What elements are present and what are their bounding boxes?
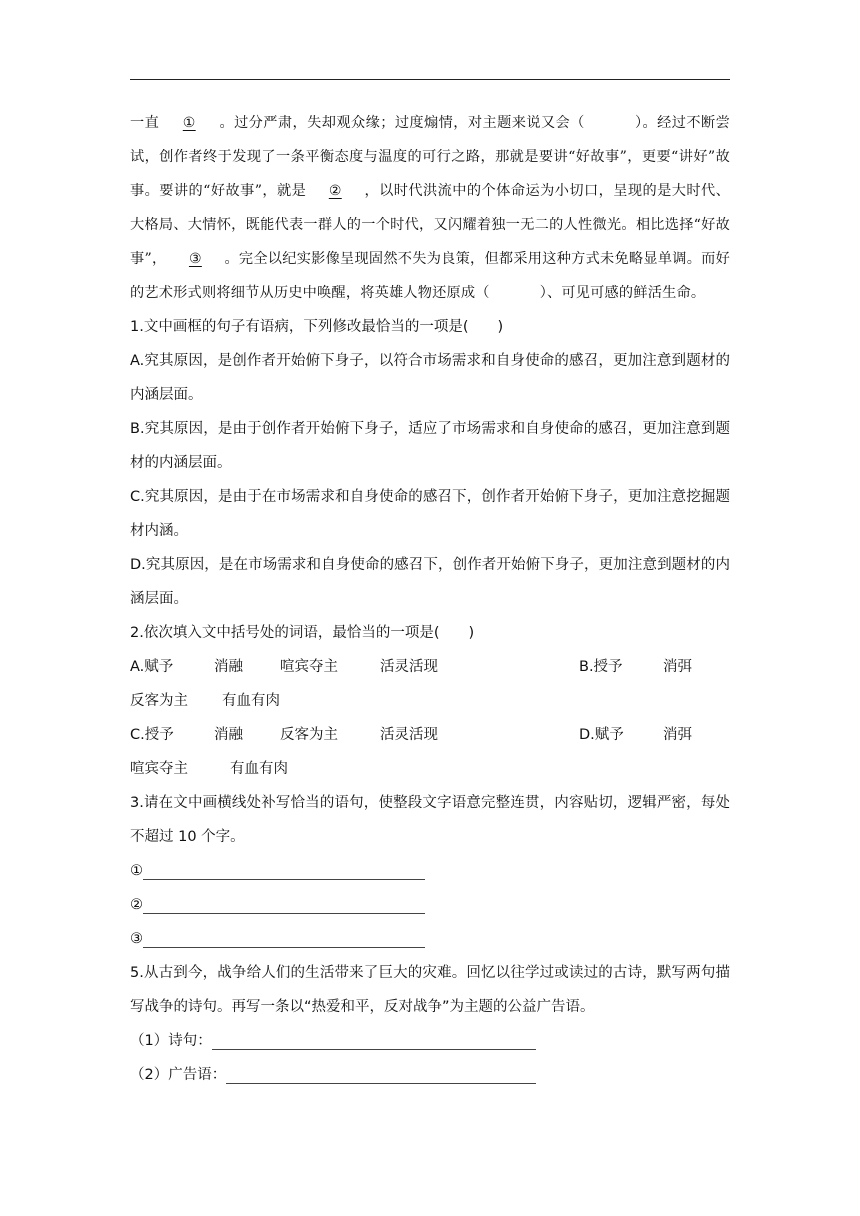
poem-label: （1）诗句： bbox=[130, 1033, 212, 1049]
slogan-underline[interactable] bbox=[226, 1061, 536, 1084]
q2-option-a-label: A.赋予 bbox=[130, 659, 174, 675]
poem-underline[interactable] bbox=[212, 1027, 536, 1050]
slogan-label: （2）广告语： bbox=[130, 1067, 227, 1083]
q2-option-d-word: 有血有肉 bbox=[230, 761, 288, 777]
q2-option-a-word: 喧宾夺主 bbox=[280, 659, 338, 675]
answer-number: ③ bbox=[130, 931, 143, 947]
question-1-option-c: C.究其原因，是由于在市场需求和自身使命的感召下，创作者开始俯下身子，更加注意挖掘题材内涵。 bbox=[130, 489, 730, 539]
question-2-options-row bbox=[130, 718, 730, 752]
passage-text: ）。经过不断尝试，创作者终于发现了一条平衡态度与温度的可行之路，那就是要讲“好故事”，更要“讲好”故事。要讲的“好故事”，就是 bbox=[130, 115, 730, 199]
answer-line-2[interactable] bbox=[130, 888, 730, 922]
blank-2: ② bbox=[328, 183, 342, 199]
question-1-option-a: A.究其原因，是创作者开始俯下身子，以符合市场需求和自身使命的感召，更加注意到题材的内涵层面。 bbox=[130, 353, 730, 403]
question-1-option-d: D.究其原因，是在市场需求和自身使命的感召下，创作者开始俯下身子，更加注意到题材的内涵层面。 bbox=[130, 557, 730, 607]
q2-option-c-word: 反客为主 bbox=[280, 727, 338, 743]
q2-option-a-word: 消融 bbox=[214, 659, 243, 675]
document-body bbox=[130, 106, 730, 1092]
poem-answer-line[interactable] bbox=[130, 1024, 730, 1058]
passage-text: ）、可见可感的鲜活生命。 bbox=[539, 285, 706, 301]
answer-underline[interactable] bbox=[143, 891, 425, 914]
question-1-option-b: B.究其原因，是由于创作者开始俯下身子，适应了市场需求和自身使命的感召，更加注意到题材的内涵层面。 bbox=[130, 421, 730, 471]
q2-option-b-word: 反客为主 bbox=[130, 693, 188, 709]
blank-1: ① bbox=[182, 115, 196, 131]
question-5-stem: 5.从古到今，战争给人们的生活带来了巨大的灾难。回忆以往学过或读过的古诗，默写两句描写战争的诗句。再写一条以“热爱和平，反对战争”为主题的公益广告语。 bbox=[130, 965, 730, 1015]
passage-text: 一直 bbox=[130, 115, 160, 131]
passage-text: ，以时代洪流中的个体命运为小切口，呈现的是大时代、大格局、大情怀，既能代表一群人的一个时代，又闪耀着独一无二的人性微光。相比选择“好故事”， bbox=[130, 183, 730, 267]
answer-number: ② bbox=[130, 897, 143, 913]
q2-option-d-word: 喧宾夺主 bbox=[130, 761, 188, 777]
q2-option-d-label: D.赋予 bbox=[579, 727, 624, 743]
question-2-stem: 2.依次填入文中括号处的词语，最恰当的一项是( ) bbox=[130, 625, 475, 641]
q2-option-c-word: 消融 bbox=[214, 727, 243, 743]
answer-line-1[interactable] bbox=[130, 854, 730, 888]
answer-underline[interactable] bbox=[143, 925, 425, 948]
question-3-stem: 3.请在文中画横线处补写恰当的语句，使整段文字语意完整连贯，内容贴切，逻辑严密，每处不超过 10 个字。 bbox=[130, 795, 730, 845]
answer-number: ① bbox=[130, 863, 143, 879]
question-1-stem: 1.文中画框的句子有语病，下列修改最恰当的一项是( ) bbox=[130, 319, 504, 335]
passage-text: 。完全以纪实影像呈现固然不失为良策，但都采用这种方式未免略显单调。而好的艺术形式则将细节从历史中唤醒，将英雄人物还原成（ bbox=[130, 251, 730, 301]
passage-text: 。过分严肃，失却观众缘；过度煽情，对主题来说又会（ bbox=[219, 115, 585, 131]
question-2-options-row bbox=[130, 650, 730, 684]
question-2-options-row bbox=[130, 752, 730, 786]
q2-option-b-word: 消弭 bbox=[663, 659, 692, 675]
slogan-answer-line[interactable] bbox=[130, 1058, 730, 1092]
q2-option-d-word: 消弭 bbox=[663, 727, 692, 743]
header-rule bbox=[130, 79, 730, 80]
question-2-options-row bbox=[130, 684, 730, 718]
q2-option-b-label: B.授予 bbox=[579, 659, 623, 675]
q2-option-b-word: 有血有肉 bbox=[222, 693, 280, 709]
blank-3: ③ bbox=[188, 251, 202, 267]
q2-option-c-word: 活灵活现 bbox=[380, 727, 438, 743]
q2-option-c-label: C.授予 bbox=[130, 727, 174, 743]
answer-line-3[interactable] bbox=[130, 922, 730, 956]
passage-paragraph bbox=[130, 106, 730, 310]
answer-underline[interactable] bbox=[143, 857, 425, 880]
q2-option-a-word: 活灵活现 bbox=[380, 659, 438, 675]
